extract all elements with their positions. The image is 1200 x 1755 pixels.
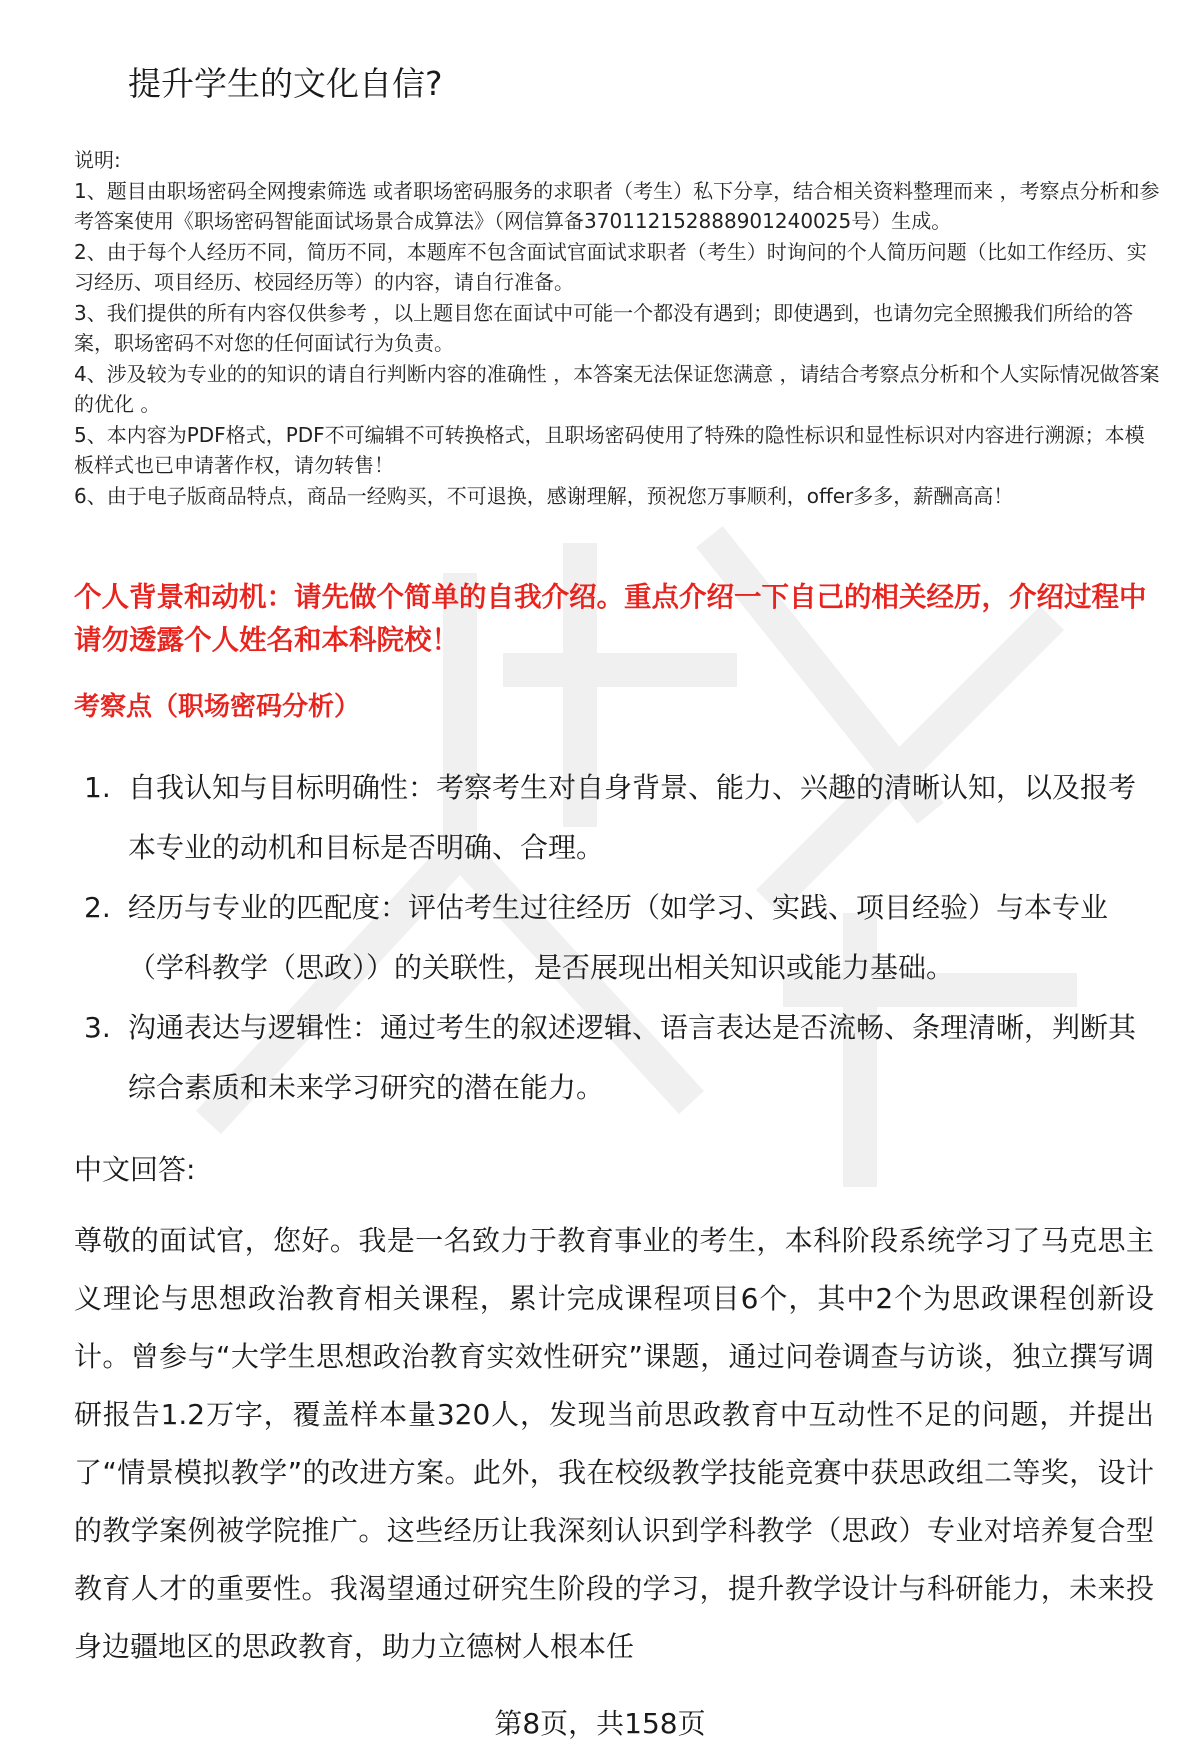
- note-item: 2、由于每个人经历不同，简历不同，本题库不包含面试官面试求职者（考生）时询问的个人简历问题（比如工作经历、实习经历、项目经历、校园经历等）的内容，请自行准备。: [74, 239, 1147, 294]
- disclaimer-notes: [74, 145, 1164, 511]
- notes-heading: 说明:: [74, 148, 121, 172]
- point-text: 沟通表达与逻辑性：通过考生的叙述逻辑、语言表达是否流畅、条理清晰，判断其综合素质和未来学习研究的潜在能力。: [128, 1011, 1137, 1104]
- point-number: 3.: [84, 1011, 111, 1044]
- page-number: 第8页，共158页: [494, 1707, 706, 1740]
- interview-question: 个人背景和动机：请先做个简单的自我介绍。重点介绍一下自己的相关经历，介绍过程中请勿透露个人姓名和本科院校！: [74, 581, 1147, 656]
- analysis-heading: 考察点（职场密码分析）: [74, 692, 361, 722]
- analysis-point: [0, 878, 1158, 998]
- point-number: 1.: [84, 771, 111, 804]
- point-number: 2.: [84, 891, 111, 924]
- point-text: 经历与专业的匹配度：评估考生过往经历（如学习、实践、项目经验）与本专业（学科教学（思政））的关联性，是否展现出相关知识或能力基础。: [128, 891, 1109, 984]
- note-item: 6、由于电子版商品特点，商品一经购买，不可退换，感谢理解，预祝您万事顺利，offer多多，薪酬高高！: [74, 483, 1014, 508]
- point-text: 自我认知与目标明确性：考察考生对自身背景、能力、兴趣的清晰认知，以及报考本专业的动机和目标是否明确、合理。: [128, 771, 1137, 864]
- note-item: 5、本内容为PDF格式，PDF不可编辑不可转换格式，且职场密码使用了特殊的隐性标识和显性标识对内容进行溯源；本模板样式也已申请著作权，请勿转售！: [74, 422, 1145, 477]
- note-item: 4、涉及较为专业的的知识的请自行判断内容的准确性 ，本答案无法保证您满意 ，请结合考察点分析和个人实际情况做答案的优化 。: [74, 361, 1160, 416]
- analysis-points-list: [0, 758, 1200, 1118]
- analysis-point: [0, 998, 1158, 1118]
- note-item: 1、题目由职场密码全网搜索筛选 或者职场密码服务的求职者（考生）私下分享，结合相关资料整理而来 ，考察点分析和参考答案使用《职场密码智能面试场景合成算法》（网信算备370112152888901240025号）生成。: [74, 178, 1160, 233]
- answer-body: 尊敬的面试官，您好。我是一名致力于教育事业的考生，本科阶段系统学习了马克思主义理论与思想政治教育相关课程，累计完成课程项目6个，其中2个为思政课程创新设计。曾参与“大学生思想政治教育实效性研究”课题，通过问卷调查与访谈，独立撰写调研报告1.2万字，覆盖样本量320人，发现当前思政教育中互动性不足的问题，并提出了“情景模拟教学”的改进方案。此外，我在校级教学技能竞赛中获思政组二等奖，设计的教学案例被学院推广。这些经历让我深刻认识到学科教学（思政）专业对培养复合型教育人才的重要性。我渴望通过研究生阶段的学习，提升教学设计与科研能力，未来投身边疆地区的思政教育，助力立德树人根本任: [74, 1224, 1154, 1663]
- note-item: 3、我们提供的所有内容仅供参考 ，以上题目您在面试中可能一个都没有遇到；即使遇到，也请勿完全照搬我们所给的答案，职场密码不对您的任何面试行为负责。: [74, 300, 1134, 355]
- answer-label: 中文回答:: [74, 1153, 196, 1186]
- previous-question-tail: 提升学生的文化自信?: [128, 64, 443, 103]
- analysis-point: [0, 758, 1158, 878]
